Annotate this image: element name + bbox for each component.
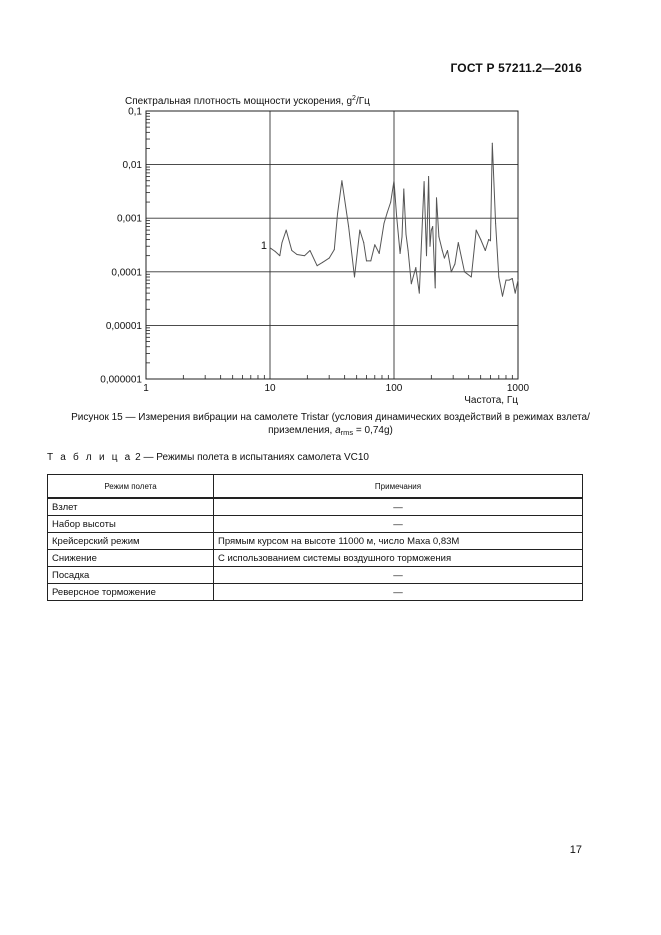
data-point <box>396 215 397 216</box>
cell-mode: Реверсное торможение <box>48 584 214 601</box>
data-point <box>490 240 491 241</box>
data-point <box>401 236 402 237</box>
x-tick-label: 10 <box>264 383 276 394</box>
y-tick-label: 0,000001 <box>100 374 142 386</box>
data-point <box>495 223 496 224</box>
y-axis-title <box>125 95 370 107</box>
table-title-word: Т а б л и ц а <box>47 452 133 463</box>
data-point <box>435 287 436 288</box>
data-point <box>442 250 443 251</box>
y-axis-title-part: /Гц <box>355 96 370 107</box>
data-point <box>379 253 380 254</box>
y-axis-title-exponent: 2 <box>352 95 356 102</box>
header-mode: Режим полета <box>48 475 214 499</box>
data-point <box>480 239 481 240</box>
data-point <box>431 230 432 231</box>
data-point <box>464 271 465 272</box>
data-point <box>447 250 448 251</box>
cell-mode: Набор высоты <box>48 516 214 533</box>
caption-text-pre: приземления, <box>268 425 336 436</box>
x-tick-label: 1 <box>143 383 149 394</box>
data-point <box>505 280 506 281</box>
data-point <box>282 242 283 243</box>
data-point <box>383 223 384 224</box>
data-point <box>432 226 433 227</box>
cell-mode: Взлет <box>48 498 214 516</box>
plot-frame <box>146 111 518 379</box>
data-point <box>337 213 338 214</box>
data-point <box>502 296 503 297</box>
flight-modes-table <box>47 474 583 601</box>
caption-line-2 <box>40 424 621 439</box>
data-point <box>394 180 395 181</box>
data-point <box>492 143 493 144</box>
y-tick-label: 0,01 <box>122 160 142 172</box>
table-row <box>48 516 583 533</box>
y-axis-title-part: Спектральная плотность мощности ускорения, g <box>125 96 353 107</box>
data-point <box>270 247 271 248</box>
cell-notes: — <box>214 498 583 516</box>
data-point <box>400 253 401 254</box>
data-point <box>286 230 287 231</box>
data-point <box>428 176 429 177</box>
data-point <box>279 255 280 256</box>
y-tick-label: 0,1 <box>128 106 142 118</box>
data-point <box>403 189 404 190</box>
data-point <box>363 242 364 243</box>
data-point <box>304 255 305 256</box>
data-point <box>451 271 452 272</box>
table-row <box>48 567 583 584</box>
data-point <box>471 276 472 277</box>
data-point <box>515 293 516 294</box>
data-point <box>512 278 513 279</box>
data-point <box>485 250 486 251</box>
caption-line-1: Рисунок 15 — Измерения вибрации на самолете Tristar (условия динамических воздействий в режимах взлета/ <box>71 412 590 423</box>
cell-notes: — <box>214 567 583 584</box>
x-axis-title: Частота, Гц <box>464 395 518 406</box>
data-point <box>296 254 297 255</box>
data-point <box>408 250 409 251</box>
table-title <box>47 452 369 463</box>
data-point <box>509 280 510 281</box>
data-point <box>426 255 427 256</box>
data-point <box>488 239 489 240</box>
data-point <box>518 280 519 281</box>
data-point <box>322 262 323 263</box>
data-point <box>498 276 499 277</box>
table-row <box>48 533 583 550</box>
y-tick-label: 0,00001 <box>105 320 142 332</box>
data-point <box>317 265 318 266</box>
header-notes: Примечания <box>214 475 583 499</box>
data-point <box>309 250 310 251</box>
data-point <box>458 242 459 243</box>
table-row <box>48 584 583 601</box>
caption-symbol: a <box>335 425 341 436</box>
cell-notes: — <box>214 584 583 601</box>
table-row <box>48 550 583 567</box>
data-point <box>429 246 430 247</box>
page-number: 17 <box>569 844 582 856</box>
data-point <box>370 260 371 261</box>
y-tick-label: 0,0001 <box>111 267 142 279</box>
data-point <box>329 258 330 259</box>
cell-mode: Крейсерский режим <box>48 533 214 550</box>
caption-text-post: = 0,74g) <box>353 425 393 436</box>
data-point <box>438 236 439 237</box>
table-header-row <box>48 475 583 499</box>
data-point <box>444 258 445 259</box>
x-tick-label: 1000 <box>506 383 530 394</box>
data-point <box>406 234 407 235</box>
table-title-text: 2 — Режимы полета в испытаниях самолета VC10 <box>132 452 369 463</box>
curve-label: 1 <box>260 239 267 252</box>
figure-caption <box>40 411 621 439</box>
y-tick-label: 0,001 <box>116 213 142 225</box>
data-point <box>359 230 360 231</box>
cell-notes: — <box>214 516 583 533</box>
data-point <box>291 250 292 251</box>
cell-notes: Прямым курсом на высоте 11000 м, число Маха 0,83М <box>214 533 583 550</box>
data-point <box>341 180 342 181</box>
cell-mode: Снижение <box>48 550 214 567</box>
data-point <box>419 293 420 294</box>
data-point <box>415 267 416 268</box>
document-code: ГОСТ Р 57211.2—2016 <box>450 61 582 75</box>
data-point <box>366 260 367 261</box>
table-row <box>48 498 583 516</box>
data-point <box>387 213 388 214</box>
data-point <box>476 230 477 231</box>
data-point <box>354 276 355 277</box>
data-point <box>390 202 391 203</box>
data-point <box>348 226 349 227</box>
data-point <box>436 197 437 198</box>
data-point <box>275 251 276 252</box>
data-point <box>374 244 375 245</box>
caption-subscript: rms <box>340 428 354 437</box>
data-point <box>424 181 425 182</box>
psd-chart <box>0 0 661 410</box>
x-tick-label: 100 <box>385 383 403 394</box>
data-point <box>454 263 455 264</box>
data-point <box>411 283 412 284</box>
data-point <box>334 249 335 250</box>
cell-notes: С использованием системы воздушного торможения <box>214 550 583 567</box>
cell-mode: Посадка <box>48 567 214 584</box>
